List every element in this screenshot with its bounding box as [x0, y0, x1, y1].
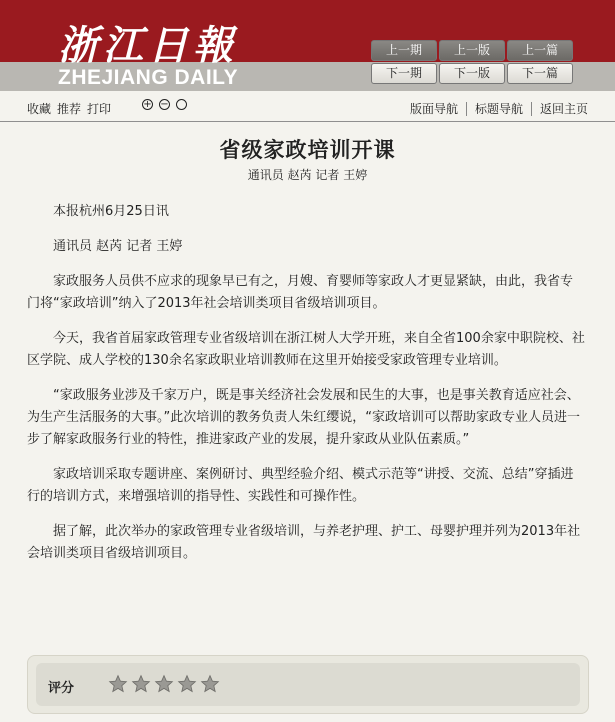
- star-icon[interactable]: [131, 674, 151, 694]
- prev-page-button[interactable]: 上一版: [439, 40, 505, 61]
- issue-navigation: [371, 40, 573, 84]
- title-nav-link[interactable]: 标题导航: [474, 102, 523, 116]
- article-paragraph: 通讯员 赵芮 记者 王婷: [53, 239, 183, 254]
- next-issue-button[interactable]: 下一期: [371, 63, 437, 84]
- print-link[interactable]: 打印: [87, 102, 112, 116]
- masthead: [0, 0, 615, 91]
- rating-stars: [108, 674, 220, 694]
- newspaper-logo[interactable]: 浙江日報: [58, 22, 238, 69]
- article-paragraph: 家政培训采取专题讲座、案例研讨、典型经验介绍、模式示范等“讲授、交流、总结”穿插进行的培训方式，来增强培训的指导性、实践性和可操作性。: [27, 467, 574, 504]
- toolbar-navigation: [410, 100, 588, 117]
- rating-label: 评分: [48, 681, 75, 696]
- next-page-button[interactable]: 下一版: [439, 63, 505, 84]
- star-icon[interactable]: [177, 674, 197, 694]
- home-link[interactable]: 返回主页: [539, 102, 588, 116]
- rating-panel: [36, 663, 580, 706]
- toolbar-actions: [27, 100, 111, 117]
- zoom-in-icon[interactable]: +: [143, 99, 152, 110]
- star-icon[interactable]: [108, 674, 128, 694]
- page-nav-link[interactable]: 版面导航: [409, 102, 458, 116]
- zoom-reset-icon[interactable]: [176, 99, 187, 110]
- divider: [466, 102, 467, 116]
- recommend-link[interactable]: 推荐: [57, 102, 82, 116]
- collect-link[interactable]: 收藏: [27, 102, 52, 116]
- rating-box: [27, 655, 589, 714]
- toolbar: [0, 91, 615, 122]
- article-title: 省级家政培训开课: [219, 138, 396, 162]
- article-paragraph: 据了解，此次举办的家政管理专业省级培训，与养老护理、护工、母婴护理并列为2013年社会培训类项目省级培训项目。: [27, 524, 581, 561]
- prev-issue-button[interactable]: 上一期: [371, 40, 437, 61]
- article-paragraph: “家政服务业涉及千家万户，既是事关经济社会发展和民生的大事，也是事关教育适应社会、为生产生活服务的大事。”此次培训的教务负责人朱红缨说，“家政培训可以帮助家政专业人员进一步了解家政服务行业的特性，推进家政产业的发展，提升家政从业队伍素质。”: [27, 388, 580, 447]
- next-article-button[interactable]: 下一篇: [507, 63, 573, 84]
- newspaper-english-name: ZHEJIANG DAILY: [58, 66, 239, 89]
- prev-article-button[interactable]: 上一篇: [507, 40, 573, 61]
- article-paragraph: 今天，我省首届家政管理专业省级培训在浙江树人大学开班，来自全省100余家中职院校、社区学院、成人学校的130余名家政职业培训教师在这里开始接受家政管理专业培训。: [27, 331, 585, 368]
- font-size-controls: [142, 99, 187, 110]
- article-byline: 通讯员 赵芮 记者 王婷: [247, 168, 368, 182]
- star-icon[interactable]: [200, 674, 220, 694]
- divider: [531, 102, 532, 116]
- article-body: [0, 201, 615, 565]
- article-paragraph: 本报杭州6月25日讯: [53, 204, 169, 219]
- star-icon[interactable]: [154, 674, 174, 694]
- zoom-out-icon[interactable]: −: [160, 99, 169, 110]
- article-paragraph: 家政服务人员供不应求的现象早已有之，月嫂、育婴师等家政人才更显紧缺，由此，我省专门将“家政培训”纳入了2013年社会培训类项目省级培训项目。: [27, 274, 574, 311]
